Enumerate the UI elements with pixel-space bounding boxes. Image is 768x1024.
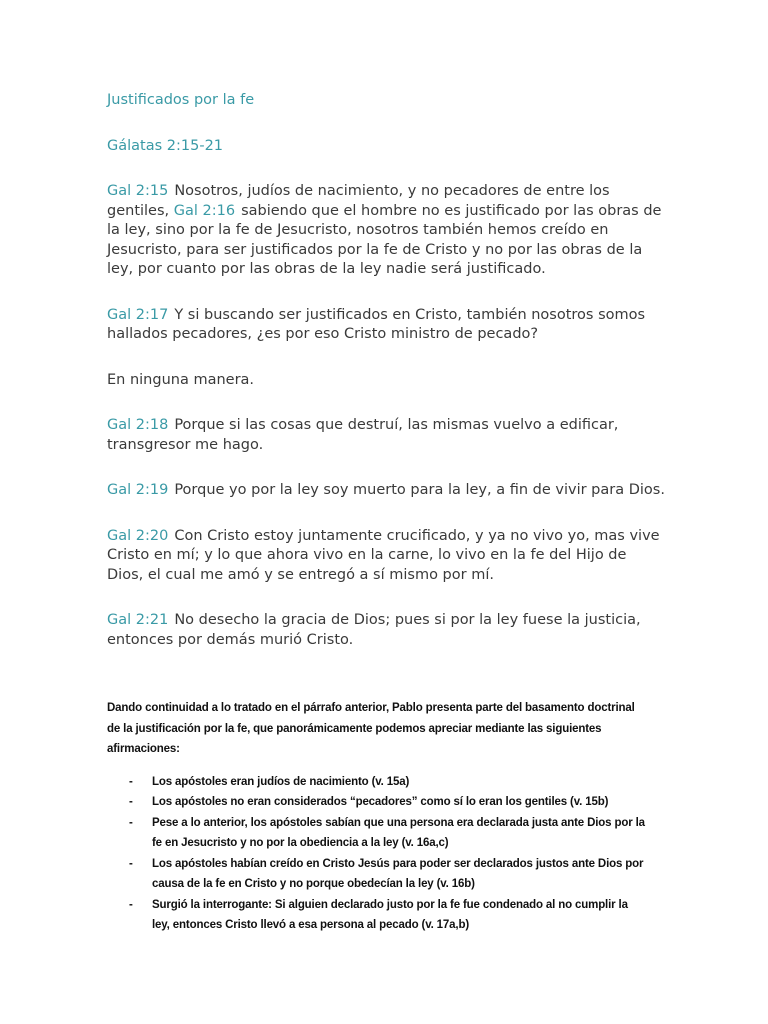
verse-text: sabiendo que el hombre no es justificado por las obras de la ley, sino por la fe de Jesucristo, nosotros también hemos creído en Jesucristo, para ser justificados por la fe de Cristo y no por las obras de la ley, por cuanto por las obras de la ley nadie será justificado. bbox=[107, 202, 662, 277]
verse-reference: Gal 2:20 bbox=[107, 527, 169, 544]
verse-paragraph bbox=[107, 481, 667, 501]
list-item-text: Los apóstoles no eran considerados “pecadores” como sí lo eran los gentiles (v. 15b) bbox=[152, 796, 609, 808]
document-title: Justificados por la fe bbox=[107, 92, 255, 108]
list-item-text: Los apóstoles habían creído en Cristo Jesús para poder ser declarados justos ante Dios por causa de la fe en Cristo y no porque obedecían la ley (v. 16b) bbox=[152, 857, 644, 890]
verse-text: Con Cristo estoy juntamente crucificado, y ya no vivo yo, mas vive Cristo en mí; y lo que ahora vivo en la carne, lo vivo en la fe del Hijo de Dios, el cual me amó y se entregó a sí mismo por mí. bbox=[107, 527, 660, 583]
verse-text: En ninguna manera. bbox=[107, 371, 255, 388]
bullet-dash: - bbox=[129, 775, 133, 788]
verse-paragraph bbox=[107, 611, 667, 650]
verse-paragraph bbox=[107, 182, 667, 280]
verse-reference: Gal 2:21 bbox=[107, 612, 169, 628]
bullet-dash: - bbox=[129, 898, 133, 911]
list-item-text: Los apóstoles eran judíos de nacimiento (v. 15a) bbox=[152, 775, 410, 788]
verse-paragraph bbox=[107, 527, 667, 586]
verse-text: Porque si las cosas que destruí, las mismas vuelvo a edificar, transgresor me hago. bbox=[107, 417, 619, 453]
list-item bbox=[107, 813, 647, 854]
verse-reference: Gal 2:19 bbox=[107, 482, 169, 498]
verse-text: Porque yo por la ley soy muerto para la ley, a fin de vivir para Dios. bbox=[174, 482, 665, 498]
verse-paragraph bbox=[107, 416, 667, 455]
verse-reference: Gal 2:15 bbox=[107, 183, 169, 199]
list-item bbox=[107, 772, 647, 793]
verse-text: Y si buscando ser justificados en Cristo, también nosotros somos hallados pecadores, ¿es por eso Cristo ministro de pecado? bbox=[107, 306, 646, 342]
list-item bbox=[107, 792, 647, 813]
commentary-section bbox=[107, 698, 647, 936]
verse-list bbox=[107, 182, 667, 676]
bullet-dash: - bbox=[129, 796, 133, 808]
list-item-text: Surgió la interrogante: Si alguien declarado justo por la fe fue condenado al no cumplir la ley, entonces Cristo llevó a esa persona al pecado (v. 17a,b) bbox=[152, 898, 628, 931]
scripture-reference-heading: Gálatas 2:15-21 bbox=[107, 138, 224, 154]
verse-reference: Gal 2:17 bbox=[107, 306, 169, 323]
list-item bbox=[107, 854, 647, 895]
verse-reference: Gal 2:16 bbox=[173, 202, 236, 219]
affirmation-list bbox=[107, 772, 647, 936]
list-item bbox=[107, 895, 647, 936]
bullet-dash: - bbox=[129, 857, 133, 870]
commentary-intro: Dando continuidad a lo tratado en el párrafo anterior, Pablo presenta parte del basamento doctrinal de la justificación por la fe, que panorámicamente podemos apreciar mediante las siguientes afirmaciones: bbox=[107, 702, 635, 755]
verse-paragraph bbox=[107, 306, 667, 345]
bullet-dash: - bbox=[129, 816, 133, 829]
verse-reference: Gal 2:18 bbox=[107, 417, 169, 433]
verse-text: Nosotros, judíos de nacimiento, y no pecadores de entre los gentiles, bbox=[107, 183, 610, 219]
list-item-text: Pese a lo anterior, los apóstoles sabían que una persona era declarada justa ante Dios por la fe en Jesucristo y no por la obediencia a la ley (v. 16a,c) bbox=[152, 816, 645, 849]
verse-paragraph bbox=[107, 371, 667, 391]
verse-text: No desecho la gracia de Dios; pues si por la ley fuese la justicia, entonces por demás murió Cristo. bbox=[107, 612, 641, 648]
